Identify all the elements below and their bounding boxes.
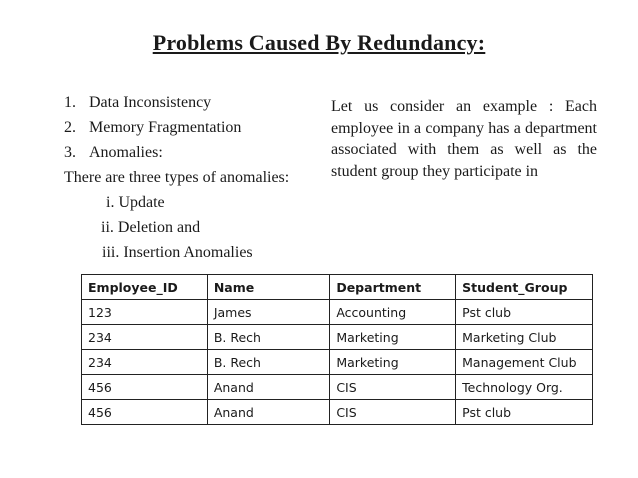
list-number: 2.	[64, 119, 76, 136]
cell-student-group: Marketing Club	[456, 325, 593, 350]
cell-name: Anand	[207, 400, 330, 425]
table-row	[82, 300, 593, 325]
cell-name: James	[207, 300, 330, 325]
list-item	[64, 140, 334, 165]
cell-department: Accounting	[330, 300, 456, 325]
cell-department: CIS	[330, 400, 456, 425]
list-text: Data Inconsistency	[89, 94, 212, 111]
cell-student-group: Pst club	[456, 300, 593, 325]
example-paragraph: Let us consider an example : Each employee in a company has a department associated with them as well as the student group they participate in	[331, 98, 597, 180]
page-title: Problems Caused By Redundancy:	[152, 30, 486, 55]
problems-list	[64, 90, 334, 265]
cell-name: Anand	[207, 375, 330, 400]
table-row	[82, 375, 593, 400]
cell-student-group: Management Club	[456, 350, 593, 375]
list-text: Memory Fragmentation	[89, 119, 242, 136]
cell-department: Marketing	[330, 350, 456, 375]
cell-name: B. Rech	[207, 325, 330, 350]
header-student-group: Student_Group	[456, 275, 593, 300]
cell-employee-id: 123	[82, 300, 208, 325]
anomaly-type-insertion: iii. Insertion Anomalies	[102, 244, 253, 261]
cell-department: CIS	[330, 375, 456, 400]
list-number: 1.	[64, 94, 76, 111]
table-row	[82, 350, 593, 375]
anomaly-type-update: i. Update	[106, 194, 165, 211]
list-item	[64, 90, 334, 115]
table-row	[82, 400, 593, 425]
cell-employee-id: 234	[82, 325, 208, 350]
cell-name: B. Rech	[207, 350, 330, 375]
list-item	[64, 115, 334, 140]
cell-department: Marketing	[330, 325, 456, 350]
cell-employee-id: 234	[82, 350, 208, 375]
anomalies-intro: There are three types of anomalies:	[64, 169, 290, 186]
list-text: Anomalies:	[89, 144, 163, 161]
header-department: Department	[330, 275, 456, 300]
anomaly-type-deletion: ii. Deletion and	[101, 219, 201, 236]
cell-student-group: Pst club	[456, 400, 593, 425]
header-employee-id: Employee_ID	[82, 275, 208, 300]
table-header-row	[82, 275, 593, 300]
cell-employee-id: 456	[82, 400, 208, 425]
cell-student-group: Technology Org.	[456, 375, 593, 400]
cell-employee-id: 456	[82, 375, 208, 400]
employee-table	[81, 274, 593, 425]
header-name: Name	[207, 275, 330, 300]
list-number: 3.	[64, 144, 76, 161]
table-row	[82, 325, 593, 350]
